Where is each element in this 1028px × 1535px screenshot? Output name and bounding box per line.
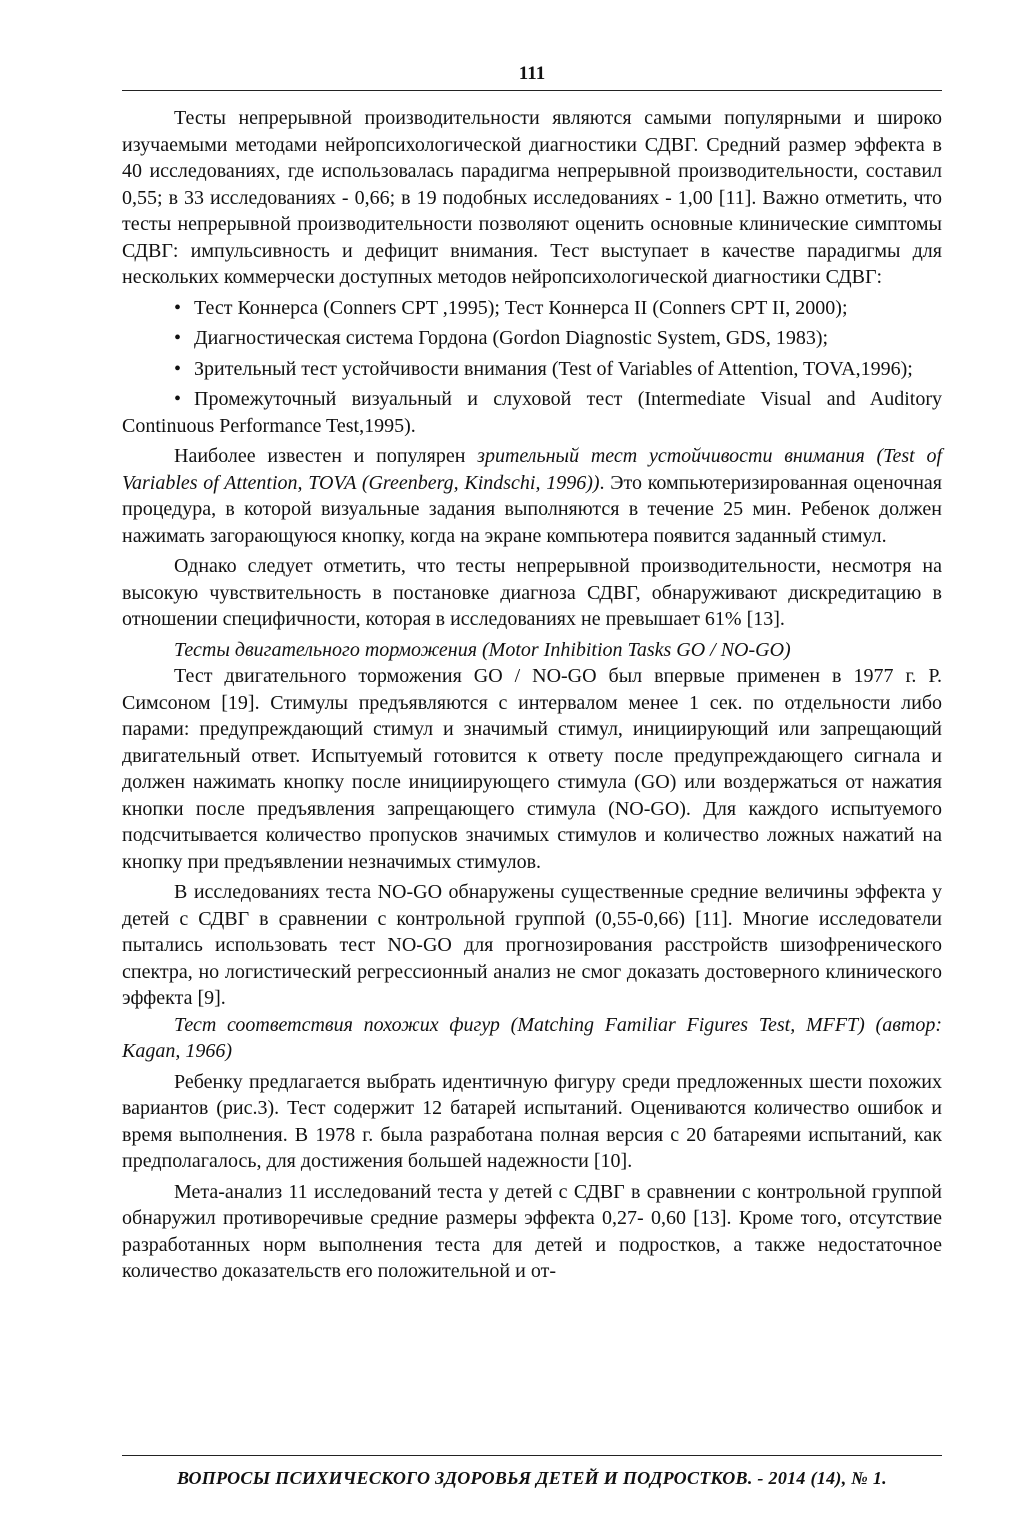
list-item: • Тест Коннерса (Conners CPT ,1995); Тест Коннерса II (Conners CPT II, 2000);	[122, 295, 942, 322]
list-item: • Зрительный тест устойчивости внимания (Test of Variables of Attention, TOVA,1996);	[122, 356, 942, 383]
bullet-icon: •	[174, 296, 182, 319]
paragraph-7: Мета-анализ 11 исследований теста у детей с СДВГ в сравнении с контрольной группой обнаружил противоречивые средние размеры эффекта 0,27- 0,60 [13]. Кроме того, отсутствие разработанных норм выполнения теста для детей и подростков, а также недостаточное количество доказательств его положительной и от-	[122, 1180, 942, 1282]
header-rule	[122, 90, 942, 91]
list-item: • Диагностическая система Гордона (Gordon Diagnostic System, GDS, 1983);	[122, 325, 942, 352]
method-list	[122, 295, 942, 440]
bullet-icon: •	[174, 388, 182, 410]
bullet-icon: •	[174, 327, 182, 349]
paragraph-5: В исследованиях теста NO-GO обнаружены существенные средние величины эффекта у детей с СДВГ в сравнении с контрольной группой (0,55-0,66) [11]. Многие исследователи пытались использовать тест NO-GO для прогнозирования расстройств шизофренического спектра, но логистический регрессионный анализ не смог доказать достоверного клинического эффекта [9].	[122, 881, 942, 1009]
paragraph-2: Наиболее известен и популярен зрительный тест устойчивости внимания (Test of Variables of Attention, TOVA (Greenberg, Kindschi, 1996)). Это компьютеризированная оценочная процедура, в которой визуальные задания выполняются в течение 25 мин. Ребенок должен нажимать загорающуюся кнопку, когда на экране компьютера появится заданный стимул.	[122, 445, 942, 547]
article-body	[122, 105, 942, 1285]
page-number: 111	[518, 63, 546, 84]
test-name-italic: зрительный тест устойчивости внимания (Test of Variables of Attention, TOVA (Greenberg, Kindschi, 1996))	[122, 445, 942, 494]
paragraph-4: Тест двигательного торможения GO / NO-GO был впервые применен в 1977 г. Р. Симсоном [19]. Стимулы предъявляются с интервалом менее 1 сек. по отдельности либо парами: предупреждающий стимул и значимый стимул, инициирующий или запрещающий двигательный ответ. Испытуемый готовится к ответу после предупреждающего сигнала и должен нажимать кнопку после инициирующего стимула (GO) или воздержаться от нажатия кнопки после предъявления запрещающего стимула (NO-GO). Для каждого испытуемого подсчитывается количество пропусков значимых стимулов и количество ложных нажатий на кнопку при предъявлении незначимых стимулов.	[122, 665, 942, 873]
list-item: • Промежуточный визуальный и слуховой тест (Intermediate Visual and Auditory Continuous Performance Test,1995).	[122, 388, 942, 437]
page-content	[122, 62, 942, 1502]
journal-footer: ВОПРОСЫ ПСИХИЧЕСКОГО ЗДОРОВЬЯ ДЕТЕЙ И ПОДРОСТКОВ. - 2014 (14), № 1.	[177, 1468, 887, 1488]
paragraph-3: Однако следует отметить, что тесты непрерывной производительности, несмотря на высокую чувствительность в постановке диагноза СДВГ, обнаруживают дискредитацию в отношении специфичности, которая в исследованиях не превышает 61% [13].	[122, 555, 942, 630]
section-heading-go-nogo: Тесты двигательного торможения (Motor Inhibition Tasks GO / NO-GO)	[174, 638, 791, 661]
section-heading-mfft: Тест соответствия похожих фигур (Matching Familiar Figures Test, MFFT) (автор: Kagan, 1966)	[122, 1013, 942, 1062]
footer-rule	[122, 1455, 942, 1456]
paragraph-1: Тесты непрерывной производительности являются самыми популярными и широко изучаемыми методами нейропсихологической диагностики СДВГ. Средний размер эффекта в 40 исследованиях, где использовалась парадигма непрерывной производительности, составил 0,55; в 33 исследованиях - 0,66; в 19 подобных исследованиях - 1,00 [11]. Важно отметить, что тесты непрерывной производительности позволяют оценить основные клинические симптомы СДВГ: импульсивность и дефицит внимания. Тест выступает в качестве парадигмы для нескольких коммерчески доступных методов нейропсихологической диагностики СДВГ:	[122, 107, 942, 288]
paragraph-6: Ребенку предлагается выбрать идентичную фигуру среди предложенных шести похожих вариантов (рис.3). Тест содержит 12 батарей испытаний. Оцениваются количество ошибок и время выполнения. В 1978 г. была разработана полная версия с 20 батареями испытаний, как предполагалось, для достижения большей надежности [10].	[122, 1070, 942, 1172]
bullet-icon: •	[174, 357, 182, 380]
